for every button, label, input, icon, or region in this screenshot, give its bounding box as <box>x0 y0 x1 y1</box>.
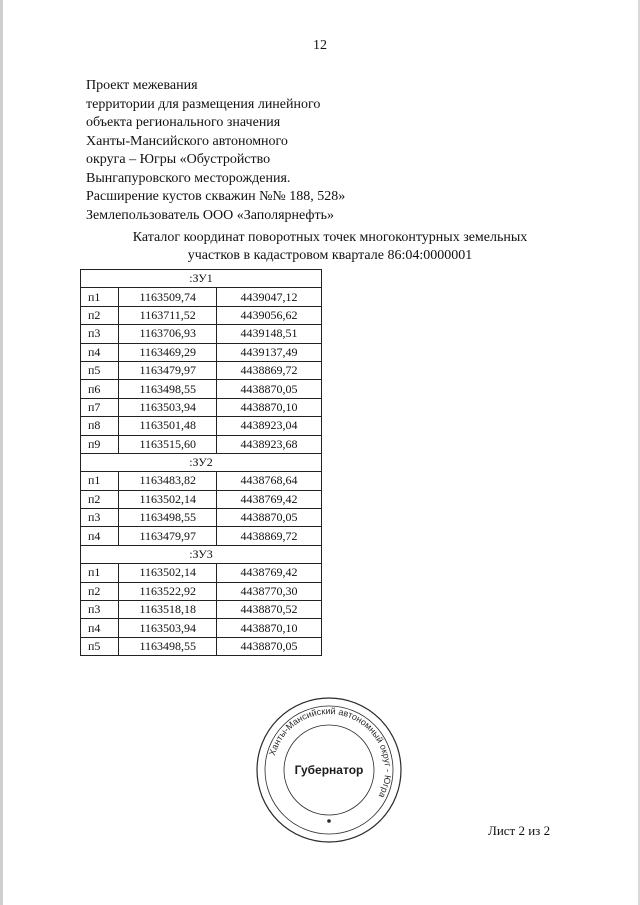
x-coordinate: 1163502,14 <box>119 490 217 508</box>
sheet-number: Лист 2 из 2 <box>488 823 551 838</box>
catalog-title-line: Каталог координат поворотных точек многоконтурных земельных <box>132 230 528 245</box>
point-label: п5 <box>81 637 119 655</box>
x-coordinate: 1163498,55 <box>119 637 217 655</box>
table-row <box>81 325 322 343</box>
point-label: п1 <box>81 564 119 582</box>
x-coordinate: 1163503,94 <box>119 619 217 637</box>
section-label: :ЗУ3 <box>81 545 322 563</box>
x-coordinate: 1163498,55 <box>119 380 217 398</box>
point-label: п1 <box>81 472 119 490</box>
x-coordinate: 1163711,52 <box>119 306 217 324</box>
point-label: п2 <box>81 582 119 600</box>
project-header <box>86 77 345 225</box>
point-label: п2 <box>81 490 119 508</box>
y-coordinate: 4438870,10 <box>217 619 322 637</box>
x-coordinate: 1163479,97 <box>119 361 217 379</box>
table-row <box>81 582 322 600</box>
section-header-row <box>81 453 322 471</box>
table-row <box>81 288 322 306</box>
catalog-title <box>80 229 580 265</box>
header-line: Расширение кустов скважин №№ 188, 528» <box>86 189 346 204</box>
y-coordinate: 4438769,42 <box>217 564 322 582</box>
section-header-row <box>81 545 322 563</box>
y-coordinate: 4438923,68 <box>217 435 322 453</box>
y-coordinate: 4438768,64 <box>217 472 322 490</box>
table-row <box>81 435 322 453</box>
point-label: п8 <box>81 417 119 435</box>
page-number: 12 <box>313 38 327 53</box>
x-coordinate: 1163479,97 <box>119 527 217 545</box>
point-label: п3 <box>81 509 119 527</box>
x-coordinate: 1163522,92 <box>119 582 217 600</box>
catalog-title-line: участков в кадастровом квартале 86:04:0000001 <box>187 248 473 263</box>
table-row <box>81 564 322 582</box>
y-coordinate: 4438923,04 <box>217 417 322 435</box>
y-coordinate: 4439047,12 <box>217 288 322 306</box>
point-label: п4 <box>81 527 119 545</box>
y-coordinate: 4438870,05 <box>217 509 322 527</box>
section-label: :ЗУ1 <box>81 270 322 288</box>
point-label: п3 <box>81 601 119 619</box>
table-row <box>81 490 322 508</box>
point-label: п7 <box>81 398 119 416</box>
table-row <box>81 472 322 490</box>
x-coordinate: 1163501,48 <box>119 417 217 435</box>
y-coordinate: 4438870,10 <box>217 398 322 416</box>
seal-ring-text: Ханты-Мансийский автономный округ - Югра <box>267 705 394 800</box>
seal-center-text: Губернатор <box>294 763 364 777</box>
point-label: п9 <box>81 435 119 453</box>
point-label: п2 <box>81 306 119 324</box>
y-coordinate: 4438869,72 <box>217 361 322 379</box>
table-row <box>81 361 322 379</box>
header-line: Ханты-Мансийского автономного <box>86 133 288 149</box>
x-coordinate: 1163469,29 <box>119 343 217 361</box>
y-coordinate: 4439148,51 <box>217 325 322 343</box>
table-row <box>81 398 322 416</box>
scan-edge-left <box>0 0 3 905</box>
y-coordinate: 4438769,42 <box>217 490 322 508</box>
y-coordinate: 4438770,30 <box>217 582 322 600</box>
section-label: :ЗУ2 <box>81 453 322 471</box>
x-coordinate: 1163515,60 <box>119 435 217 453</box>
table-row <box>81 417 322 435</box>
table-row <box>81 509 322 527</box>
y-coordinate: 4439137,49 <box>217 343 322 361</box>
point-label: п1 <box>81 288 119 306</box>
table-row <box>81 637 322 655</box>
table-row <box>81 527 322 545</box>
y-coordinate: 4439056,62 <box>217 306 322 324</box>
table-row <box>81 343 322 361</box>
y-coordinate: 4438870,05 <box>217 637 322 655</box>
header-line: округа – Югры «Обустройство <box>86 152 271 167</box>
x-coordinate: 1163498,55 <box>119 509 217 527</box>
governor-seal <box>254 695 404 845</box>
x-coordinate: 1163502,14 <box>119 564 217 582</box>
x-coordinate: 1163503,94 <box>119 398 217 416</box>
point-label: п4 <box>81 343 119 361</box>
table-row <box>81 380 322 398</box>
coordinates-table <box>80 269 322 656</box>
x-coordinate: 1163518,18 <box>119 601 217 619</box>
point-label: п4 <box>81 619 119 637</box>
header-line: Вынгапуровского месторождения. <box>86 170 291 186</box>
x-coordinate: 1163483,82 <box>119 472 217 490</box>
point-label: п3 <box>81 325 119 343</box>
table-row <box>81 601 322 619</box>
header-line: территории для размещения линейного <box>86 96 321 112</box>
header-line: Проект межевания <box>86 78 198 93</box>
point-label: п6 <box>81 380 119 398</box>
y-coordinate: 4438869,72 <box>217 527 322 545</box>
section-header-row <box>81 270 322 288</box>
point-label: п5 <box>81 361 119 379</box>
x-coordinate: 1163706,93 <box>119 325 217 343</box>
header-line: Землепользователь ООО «Заполярнефть» <box>86 207 334 223</box>
header-line: объекта регионального значения <box>86 115 281 130</box>
y-coordinate: 4438870,05 <box>217 380 322 398</box>
y-coordinate: 4438870,52 <box>217 601 322 619</box>
table-row <box>81 306 322 324</box>
x-coordinate: 1163509,74 <box>119 288 217 306</box>
table-row <box>81 619 322 637</box>
seal-dot <box>327 819 331 823</box>
